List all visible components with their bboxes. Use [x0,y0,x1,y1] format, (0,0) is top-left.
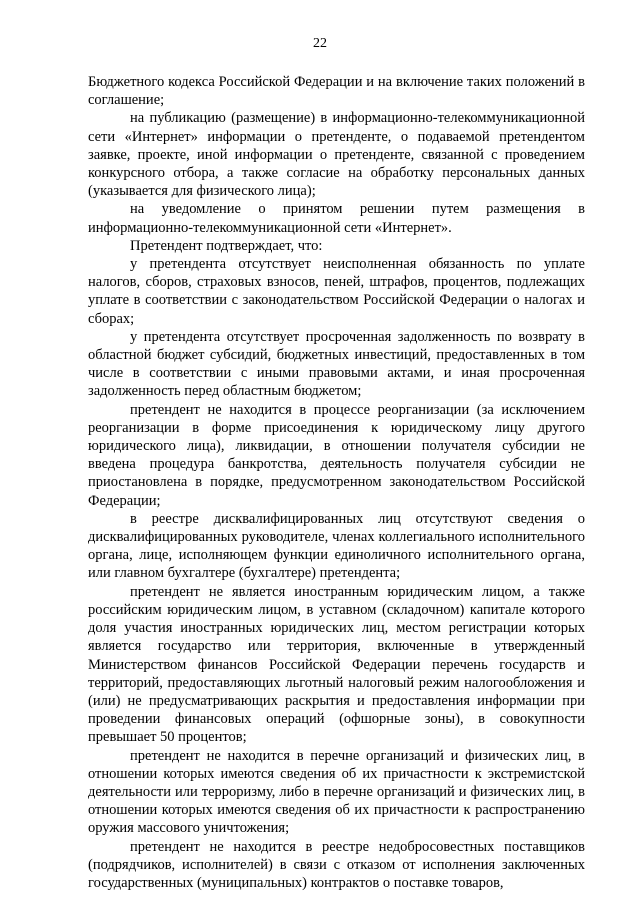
paragraph-not-foreign-entity: претендент не является иностранным юридическим лицом, а также российским юридическим лицом, в уставном (складочном) капитале которого доля участия иностранных юридических лиц, местом регистрации которых является государство или территория, включенные в утвержденный Министерством финансов Российской Федерации перечень государств и территорий, предоставляющих льготный налоговый режим налогообложения и (или) не предусматривающих раскрытия и предоставления информации при проведении финансовых операций (офшорные зоны), в совокупности превышает 50 процентов; [88,583,585,746]
paragraph-publication-consent: на публикацию (размещение) в информационно-телекоммуникационной сети «Интернет» информации о претенденте, о подаваемой претендентом заявке, проекте, иной информации о претенденте, связанной с проведением конкурсного отбора, а также согласие на обработку персональных данных (указывается для физического лица); [88,110,585,200]
paragraph-no-disqualified-persons: в реестре дисквалифицированных лиц отсутствуют сведения о дисквалифицированных руководителе, членах коллегиального исполнительного органа, лице, исполняющем функции единоличного исполнительного органа, или главном бухгалтере (бухгалтере) претендента; [88,510,585,582]
paragraph-no-tax-debt: у претендента отсутствует неисполненная обязанность по уплате налогов, сборов, страховых взносов, пеней, штрафов, процентов, подлежащих уплате в соответствии с законодательством Российской Федерации о налогах и сборах; [88,256,585,327]
paragraph-not-unfair-suppliers: претендент не находится в реестре недобросовестных поставщиков (подрядчиков, исполнителей) в связи с отказом от исполнения заключенных государственных (муниципальных) контрактов о поставке товаров, [88,838,585,891]
paragraph-no-budget-debt: у претендента отсутствует просроченная задолженность по возврату в областной бюджет субсидий, бюджетных инвестиций, предоставленных в том числе в соответствии с иными правовыми актами, и иная просроченная задолженность перед областным бюджетом; [88,328,585,400]
paragraph-notification-consent: на уведомление о принятом решении путем размещения в информационно-телекоммуникационной сети «Интернет». [88,201,585,236]
page-number: 22 [313,36,327,51]
document-body [88,73,585,892]
paragraph-not-extremist-list: претендент не находится в перечне организаций и физических лиц, в отношении которых имеются сведения об их причастности к экстремистской деятельности или терроризму, либо в перечне организаций и физических лиц, в отношении которых имеются сведения об их причастности к распространению оружия массового уничтожения; [88,747,585,837]
paragraph-continuation: Бюджетного кодекса Российской Федерации и на включение таких положений в соглашение; [88,74,585,109]
paragraph-no-reorganization: претендент не находится в процессе реорганизации (за исключением реорганизации в форме присоединения к юридическому лицу другого юридического лица), ликвидации, в отношении получателя субсидии не введена процедура банкротства, деятельность получателя субсидии не приостановлена в порядке, предусмотренном законодательством Российской Федерации; [88,401,585,509]
paragraph-confirmation-intro: Претендент подтверждает, что: [130,237,323,254]
